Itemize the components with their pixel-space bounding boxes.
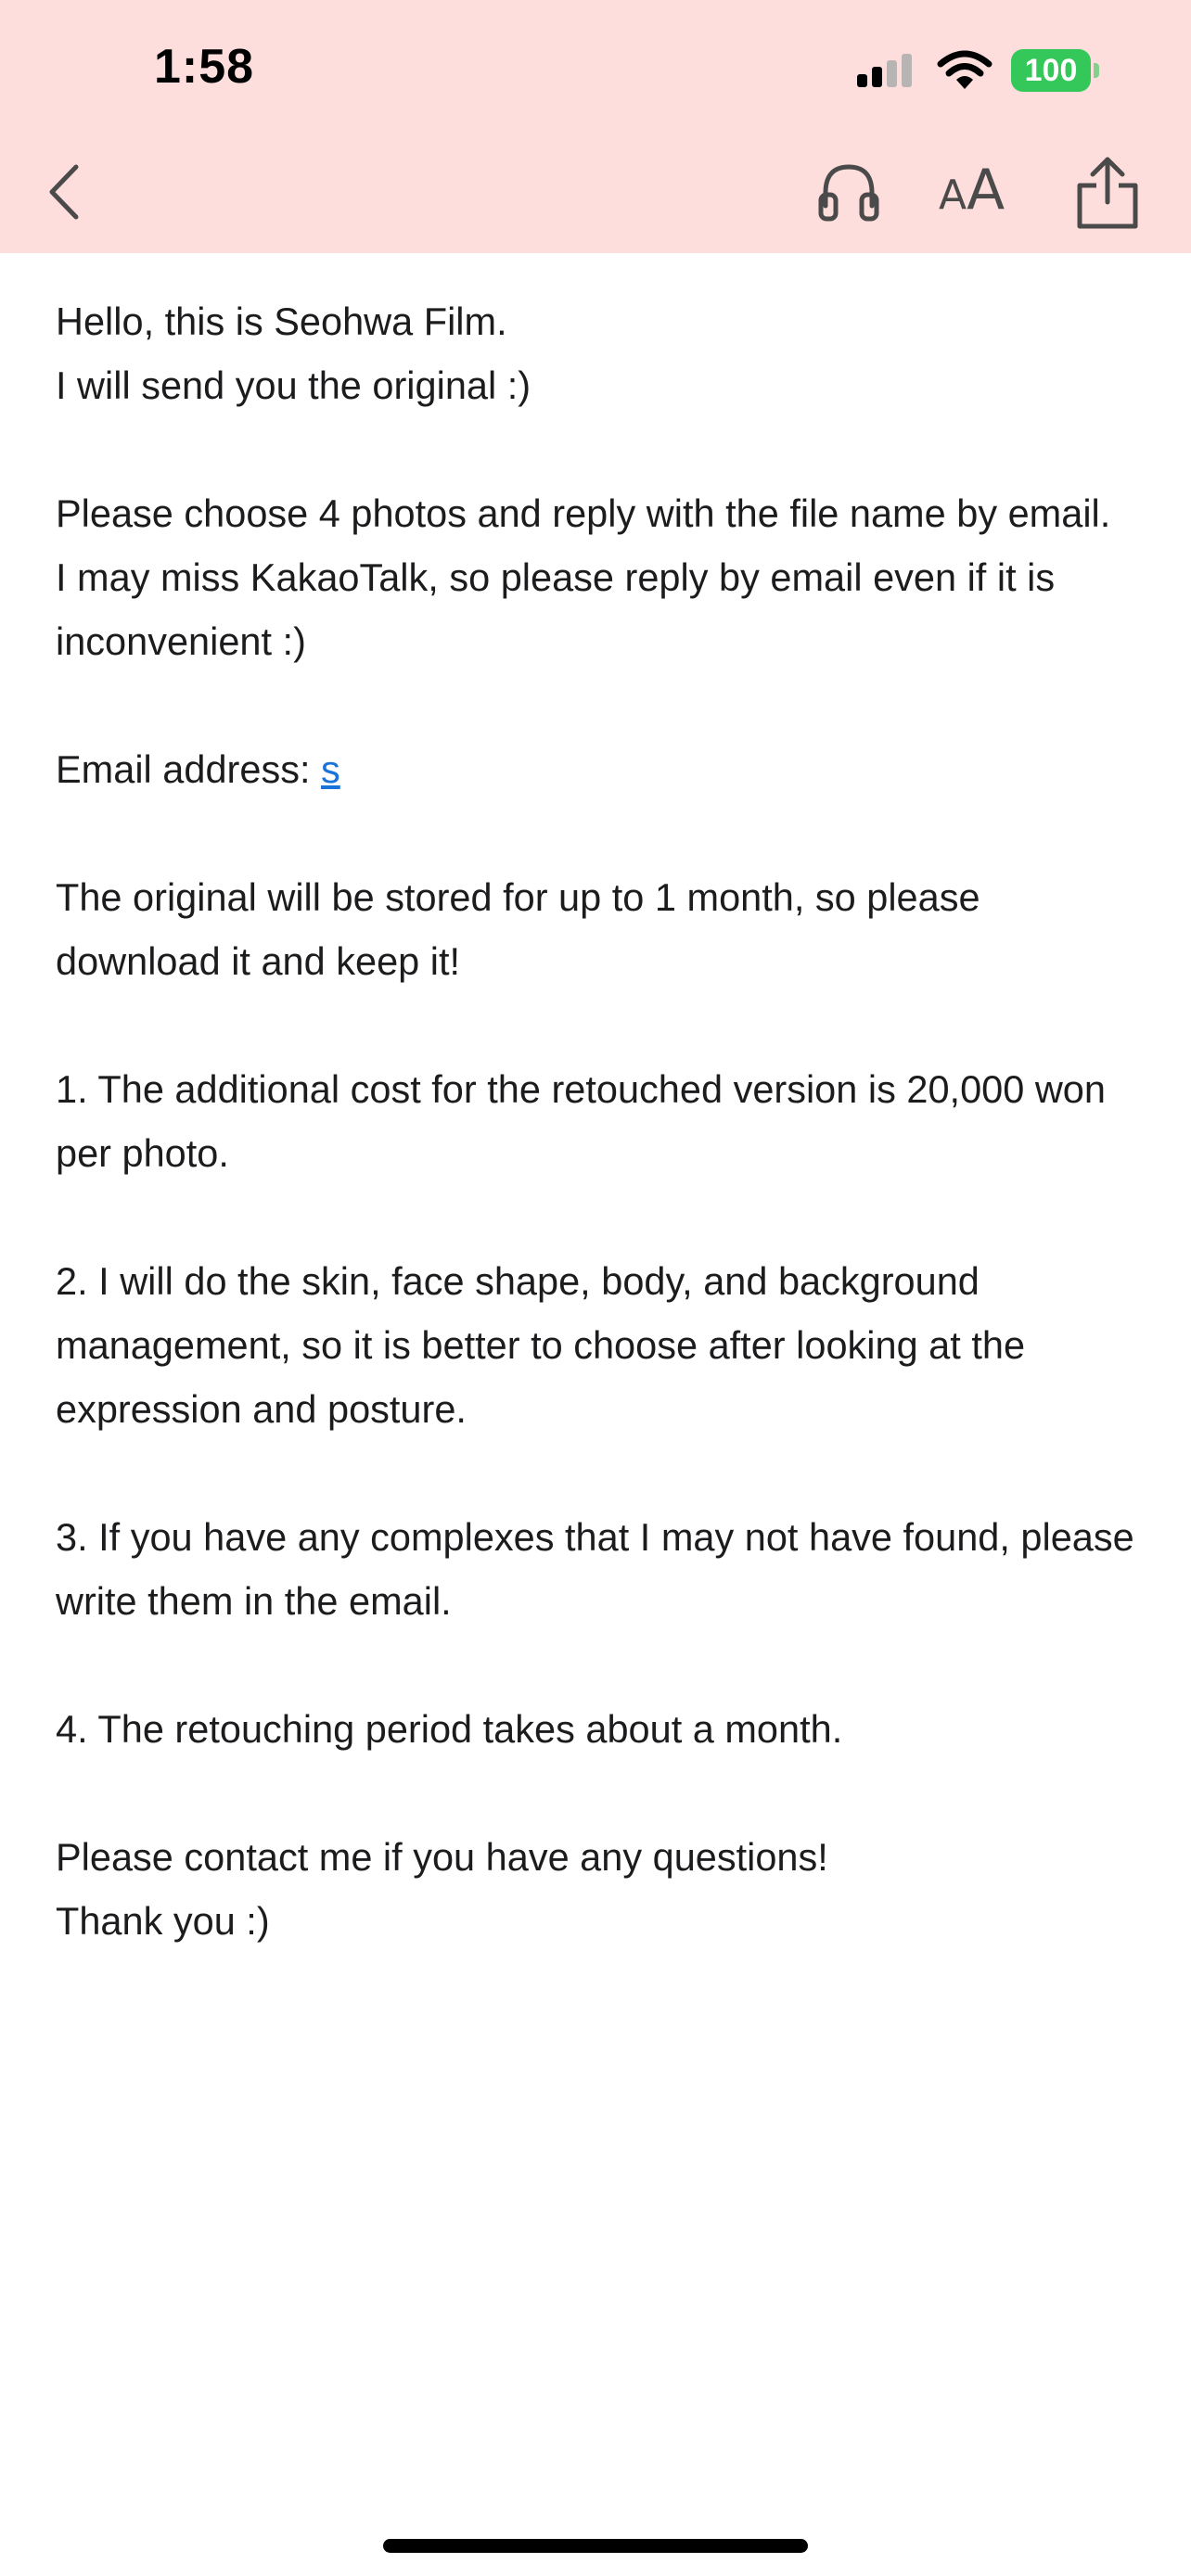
message-toolbar bbox=[0, 139, 1191, 253]
text-size-large-a: A bbox=[967, 158, 1005, 223]
share-icon[interactable] bbox=[1072, 154, 1143, 230]
header-area bbox=[0, 0, 1191, 253]
text-size-icon[interactable] bbox=[939, 156, 1018, 224]
signal-icon bbox=[855, 54, 918, 89]
wifi-icon bbox=[937, 48, 992, 91]
email-link[interactable]: s bbox=[321, 747, 340, 791]
closing-line-2: Thank you :) bbox=[56, 1899, 270, 1943]
list-item: 3. If you have any complexes that I may not have found, please write them in the email. bbox=[56, 1515, 1134, 1623]
choose-line-1: Please choose 4 photos and reply with the file name by email. bbox=[56, 491, 1111, 535]
choose-line-2: I may miss KakaoTalk, so please reply by email even if it is inconvenient :) bbox=[56, 555, 1056, 663]
greeting-line-1: Hello, this is Seohwa Film. bbox=[56, 300, 507, 343]
headphones-icon[interactable] bbox=[816, 159, 881, 224]
greeting-line-2: I will send you the original :) bbox=[56, 363, 531, 407]
battery-level: 100 bbox=[1011, 49, 1091, 92]
list-item: 4. The retouching period takes about a month. bbox=[56, 1707, 843, 1751]
status-time: 1:58 bbox=[154, 40, 255, 94]
battery-cap bbox=[1094, 63, 1099, 78]
closing-line-1: Please contact me if you have any questions! bbox=[56, 1835, 828, 1879]
battery-icon bbox=[1011, 49, 1100, 92]
list-item: 1. The additional cost for the retouched version is 20,000 won per photo. bbox=[56, 1067, 1106, 1175]
message-body bbox=[56, 289, 1141, 1953]
list-item: 2. I will do the skin, face shape, body, and background management, so it is better to choose after looking at the expression and posture. bbox=[56, 1259, 1026, 1431]
back-chevron-icon[interactable] bbox=[37, 158, 93, 226]
closing-paragraph bbox=[56, 1825, 1141, 1953]
home-indicator[interactable] bbox=[383, 2539, 808, 2553]
text-size-small-a: A bbox=[939, 172, 967, 219]
choose-photos-paragraph bbox=[56, 481, 1141, 673]
email-paragraph bbox=[56, 737, 1141, 801]
status-bar bbox=[0, 0, 1191, 139]
storage-note: The original will be stored for up to 1 month, so please download it and keep it! bbox=[56, 875, 980, 983]
greeting-paragraph bbox=[56, 289, 1141, 417]
email-label: Email address: bbox=[56, 747, 322, 791]
text-size-label bbox=[939, 156, 1018, 224]
